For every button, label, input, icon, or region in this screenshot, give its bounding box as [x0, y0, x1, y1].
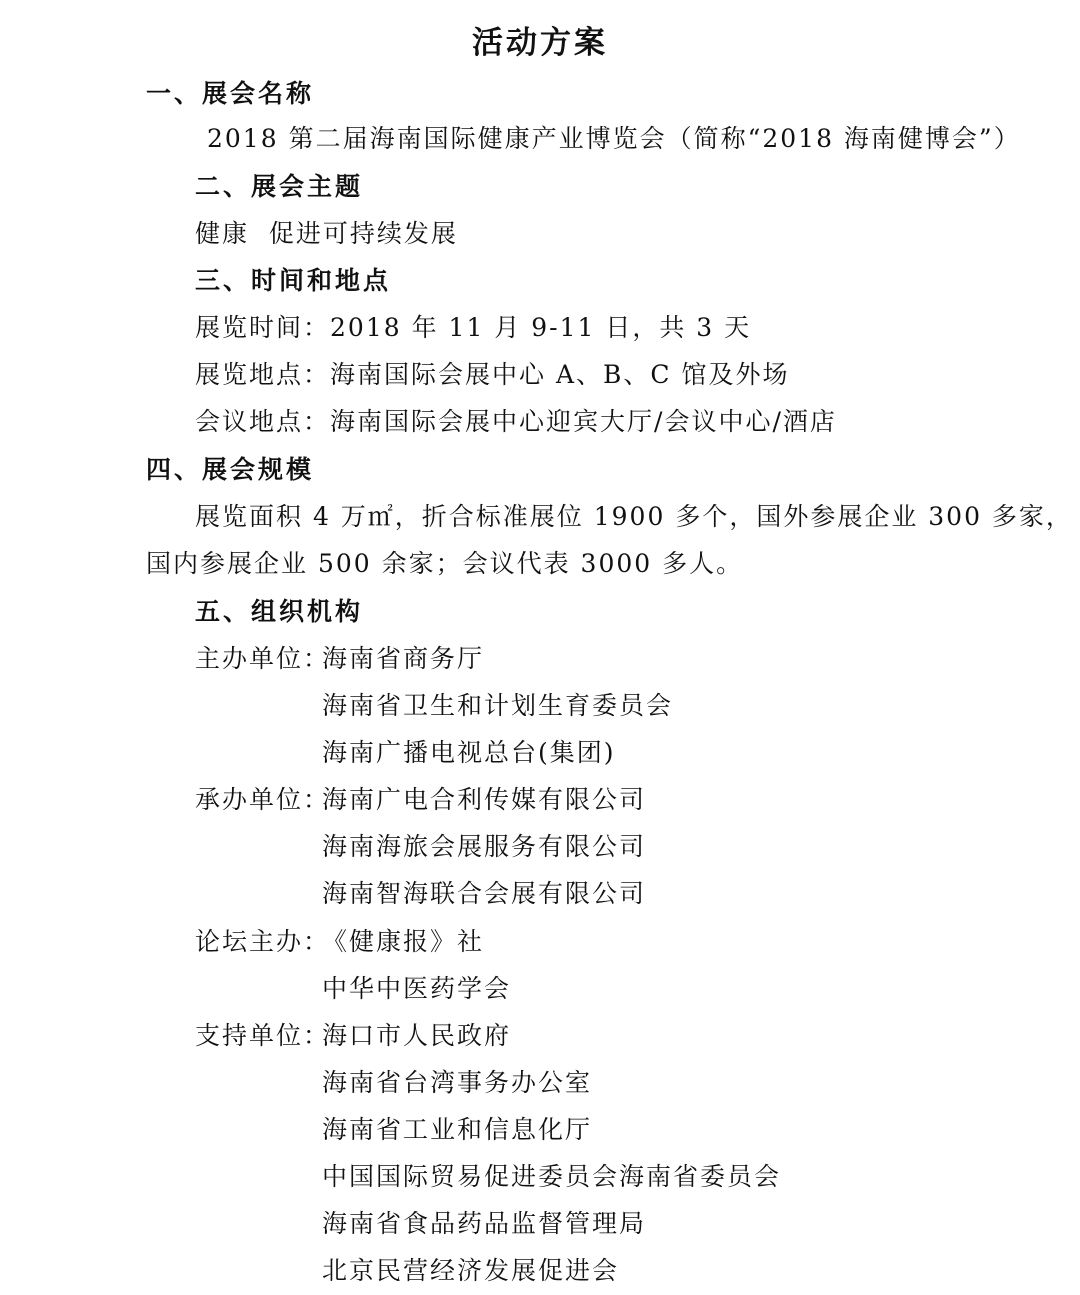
organizer-item: 海南广电合利传媒有限公司: [322, 785, 647, 814]
organizer-item: 海南海旅会展服务有限公司: [322, 832, 647, 861]
scale-text-line-1: 展览面积 4 万㎡，折合标准展位 1900 多个，国外参展企业 300 多家，: [195, 502, 1073, 531]
forum-item: 《健康报》社: [322, 927, 485, 956]
section-heading-time-place: 三、时间和地点: [195, 266, 392, 295]
organizer-label: 承办单位：: [195, 785, 331, 814]
exhibition-time-label: 展览时间：: [195, 313, 331, 342]
section-heading-scale: 四、展会规模: [146, 455, 315, 484]
section-heading-theme: 二、展会主题: [195, 172, 364, 201]
page-title: 活动方案: [472, 25, 608, 61]
organizer-item: 海南智海联合会展有限公司: [322, 879, 647, 908]
forum-label: 论坛主办：: [195, 927, 331, 956]
support-item: 北京民营经济发展促进会: [322, 1256, 620, 1285]
support-item: 中国国际贸易促进委员会海南省委员会: [322, 1162, 782, 1191]
theme-text: 健康 促进可持续发展: [195, 219, 458, 248]
section-heading-organization: 五、组织机构: [195, 597, 364, 626]
support-item: 海口市人民政府: [322, 1021, 512, 1050]
forum-item: 中华中医药学会: [322, 974, 512, 1003]
support-item: 海南省台湾事务办公室: [322, 1068, 593, 1097]
exhibition-place-label: 展览地点：: [195, 360, 331, 389]
meeting-place-value: 海南国际会展中心迎宾大厅/会议中心/酒店: [330, 407, 837, 436]
support-item: 海南省食品药品监督管理局: [322, 1209, 647, 1238]
meeting-place-row: [195, 407, 837, 437]
host-label: 主办单位：: [195, 644, 331, 673]
section-heading-exhibition-name: 一、展会名称: [146, 79, 315, 108]
exhibition-time-row: [195, 313, 751, 343]
exhibition-name-text: 2018 第二届海南国际健康产业博览会（简称“2018 海南健博会”）: [207, 124, 1021, 153]
exhibition-time-value: 2018 年 11 月 9-11 日，共 3 天: [330, 313, 752, 342]
exhibition-place-row: [195, 360, 789, 390]
meeting-place-label: 会议地点：: [195, 407, 331, 436]
host-item: 海南省卫生和计划生育委员会: [322, 691, 674, 720]
scale-text-line-2: 国内参展企业 500 余家；会议代表 3000 多人。: [146, 549, 744, 578]
support-item: 海南省工业和信息化厅: [322, 1115, 593, 1144]
host-item: 海南广播电视总台(集团): [322, 738, 616, 767]
support-label: 支持单位：: [195, 1021, 331, 1050]
host-item: 海南省商务厅: [322, 644, 485, 673]
exhibition-place-value: 海南国际会展中心 A、B、C 馆及外场: [330, 360, 790, 389]
